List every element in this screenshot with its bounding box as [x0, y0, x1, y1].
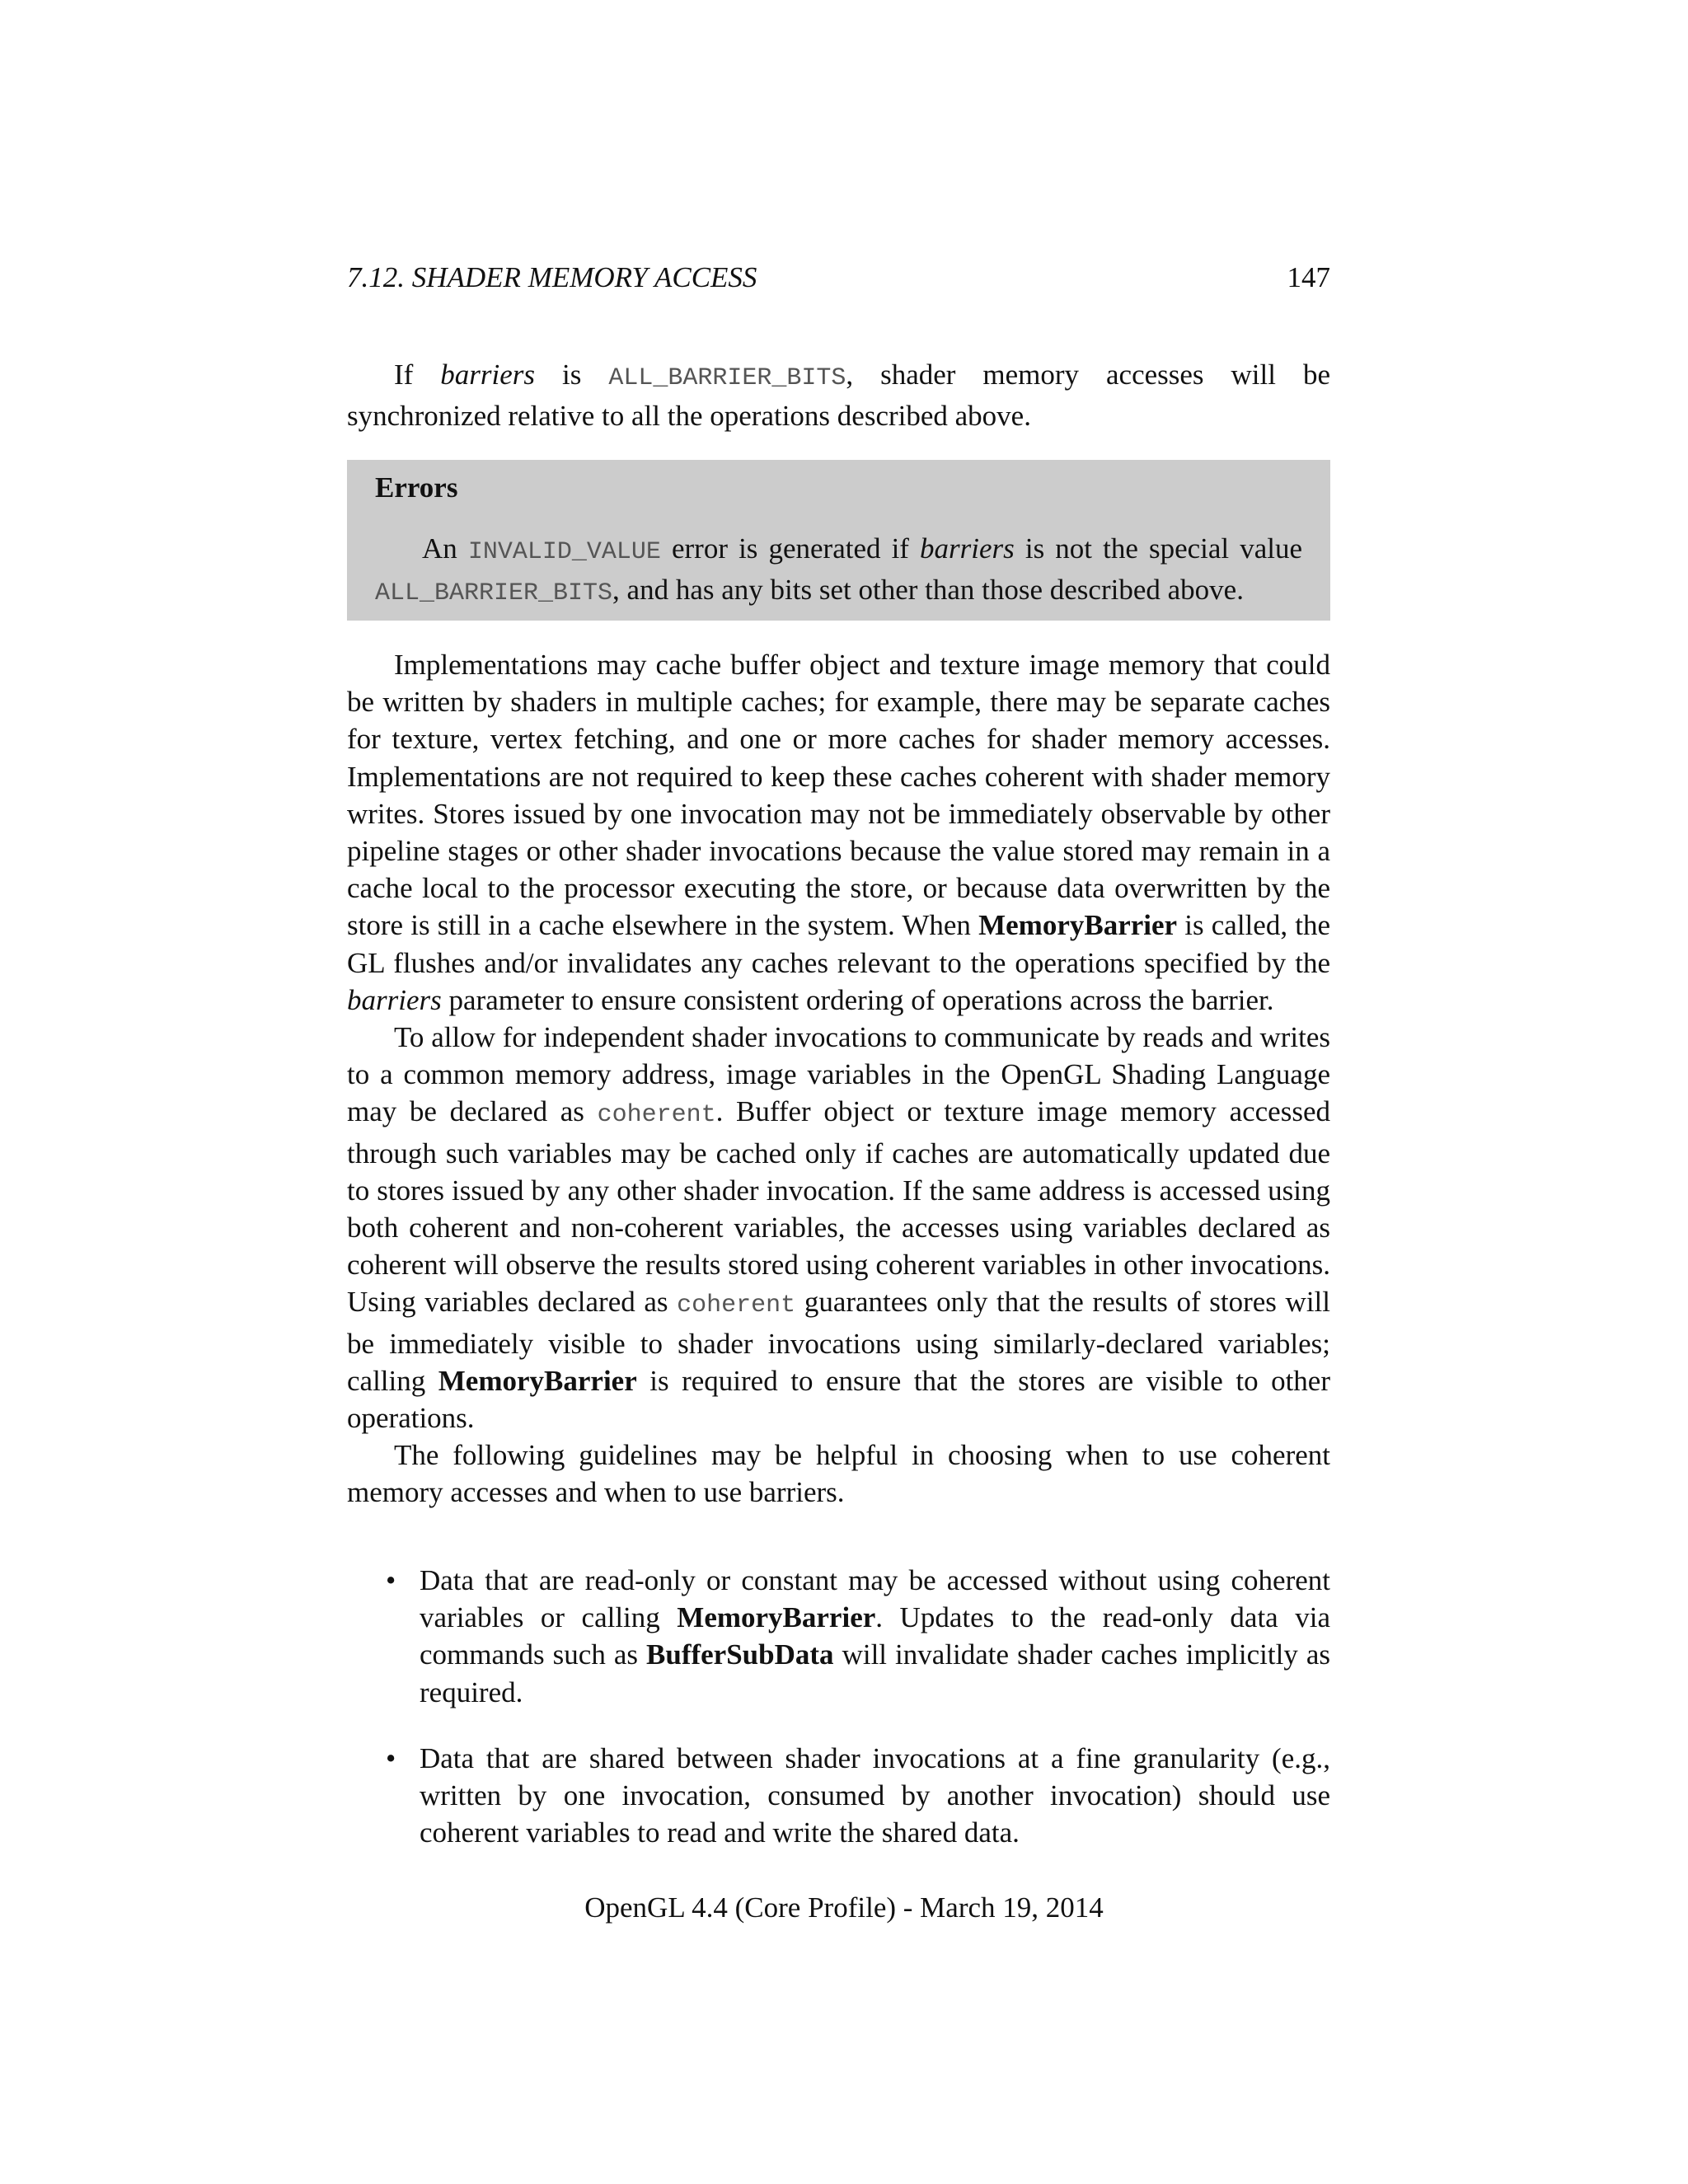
bullet-icon: • — [386, 1564, 396, 1596]
constant-all-barrier-bits: ALL_BARRIER_BITS — [608, 364, 846, 392]
bullet-icon: • — [386, 1741, 396, 1774]
paragraph-caches: Implementations may cache buffer object and texture image memory that could be written by shaders in multiple caches; for example, there may be separate caches for texture, vertex fetching, and one or more caches for shader memory accesses. Implementations are not required to keep these caches coherent with shader memory writes. Stores issued by one invocation may not be immediately observable by other pipeline stages or other shader invocations because the value stored may remain in a cache local to the processor executing the store, or because data overwritten by the store is still in a cache elsewhere in the system. When MemoryBarrier is called, the GL flushes and/or invalidates any caches relevant to the operations specified by the barriers parameter to ensure consistent ordering of operations across the barrier. — [347, 649, 1331, 1016]
errors-heading: Errors — [375, 471, 458, 504]
intro-paragraph: If barriers is ALL_BARRIER_BITS, shader memory accesses will be synchronized relative to all the operations described above. — [347, 359, 1330, 433]
list-item: • Data that are shared between shader invocations at a fine granularity (e.g., written by one invocation, consumed by another invocation) should use coherent variables to read and write the shared data. — [347, 1740, 1330, 1852]
keyword-coherent: coherent — [597, 1101, 716, 1130]
section-title: 7.12. SHADER MEMORY ACCESS — [347, 261, 757, 293]
function-buffersubdata: BufferSubData — [646, 1638, 834, 1671]
page-number: 147 — [1287, 261, 1330, 293]
function-memorybarrier: MemoryBarrier — [438, 1364, 637, 1397]
paragraph-coherent: To allow for independent shader invocations to communicate by reads and writes to a common memory address, image variables in the OpenGL Shading Language may be declared as coherent. Buffer object or texture image memory accessed through such variables may be cached only if caches are automatically updated due to stores issued by any other shader invocation. If the same address is accessed using both coherent and non-coherent variables, the accesses using variables declared as coherent will observe the results stored using coherent variables in other invocations. Using variables declared as coherent guarantees only that the results of stores will be immediately visible to shader invocations using similarly-declared variables; calling MemoryBarrier is required to ensure that the stores are visible to other operations. — [347, 1021, 1330, 1435]
guidelines-list — [347, 1562, 1330, 1880]
list-item: • Data that are read-only or constant may be accessed without using coherent variables or calling MemoryBarrier. Updates to the read-only data via commands such as BufferSubData will invalidate shader caches implicitly as required. — [347, 1562, 1330, 1711]
barriers-param: barriers — [440, 359, 536, 391]
constant-all-barrier-bits: ALL_BARRIER_BITS — [375, 579, 613, 608]
function-memorybarrier: MemoryBarrier — [978, 909, 1178, 942]
running-header — [347, 257, 1330, 298]
body-text — [347, 646, 1330, 1511]
errors-text: An INVALID_VALUE error is generated if barriers is not the special value ALL_BARRIER_BITS, and has any bits set other than those described above. — [375, 532, 1302, 608]
keyword-coherent: coherent — [677, 1291, 796, 1320]
running-footer: OpenGL 4.4 (Core Profile) - March 19, 2014 — [584, 1891, 1104, 1924]
paragraph-guidelines: The following guidelines may be helpful in choosing when to use coherent memory accesses and when to use barriers. — [347, 1439, 1330, 1509]
errors-box — [347, 460, 1330, 621]
constant-invalid-value: INVALID_VALUE — [467, 538, 661, 566]
